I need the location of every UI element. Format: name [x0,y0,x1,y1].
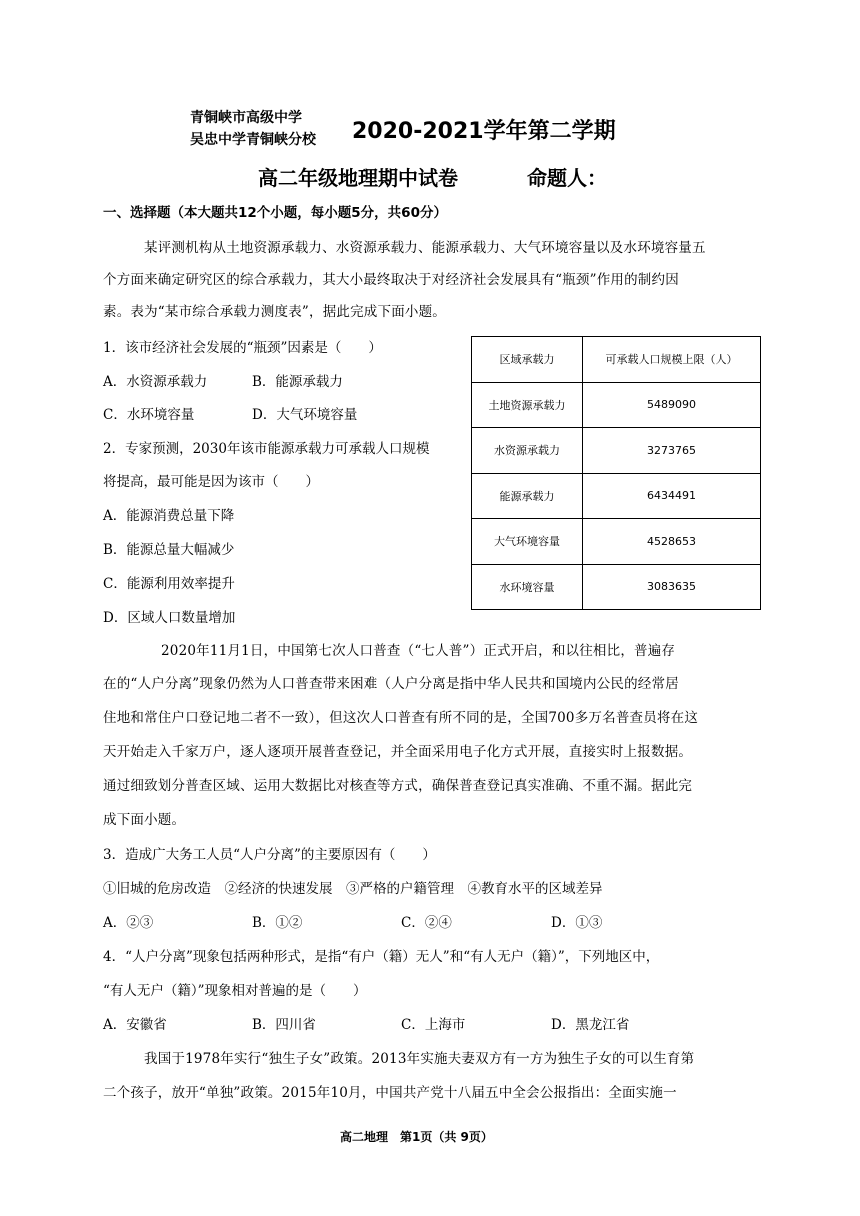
page-footer: 高二地理 第1页（共 9页） [340,1130,493,1144]
q2-option-b: B．能源总量大幅减少 [103,542,235,558]
q2-option-c: C．能源利用效率提升 [103,576,235,592]
q1-option-c: C．水环境容量 [103,407,195,423]
school-name-line1: 青铜峡市高级中学 [190,110,302,126]
q1-option-a: A．水资源承载力 [103,374,208,390]
material1-line: 素。表为“某市综合承载力测度表”，据此完成下面小题。 [103,304,447,320]
material3-line: 我国于1978年实行“独生子女”政策。2013年实施夫妻双方有一方为独生子女的可以生育第 [144,1051,695,1067]
table-cell: 3083635 [583,564,761,610]
q4-stem-line1: 4．“人户分离”现象包括两种形式，是指“有户（籍）无人”和“有人无户（籍）”，下列地区中， [103,949,660,965]
material2-line: 2020年11月1日，中国第七次人口普查（“七人普”）正式开启，和以往相比，普遍存 [161,643,676,659]
table-row [472,473,761,519]
q2-option-a: A．能源消费总量下降 [103,508,235,524]
material1-line: 个方面来确定研究区的综合承载力，其大小最终取决于对经济社会发展具有“瓶颈”作用的制约因 [103,272,679,288]
table-row [472,519,761,565]
school-name-line2: 吴忠中学青铜峡分校 [190,132,316,148]
q4-stem-line2: “有人无户（籍）”现象相对普遍的是（ ） [103,983,367,999]
material3-line: 二个孩子，放开“单独”政策。2015年10月，中国共产党十八届五中全会公报指出：全面实施一 [103,1085,677,1101]
q3-option-b: B．①② [252,915,303,931]
table-cell: 土地资源承载力 [472,382,583,428]
material2-line: 天开始走入千家万户，逐人逐项开展普查登记，并全面采用电子化方式开展，直接实时上报数据。 [103,744,693,760]
table-cell: 能源承载力 [472,473,583,519]
material2-line: 通过细致划分普查区域、运用大数据比对核查等方式，确保普查登记真实准确、不重不漏。据此完 [103,778,693,794]
q2-stem-line2: 将提高，最可能是因为该市（ ） [103,474,319,490]
table-cell: 6434491 [583,473,761,519]
section-title: 一、选择题（本大题共12个小题，每小题5分，共60分） [103,205,447,221]
table-header-cell: 可承载人口规模上限（人） [583,337,761,383]
q3-option-d: D．①③ [551,915,603,931]
q2-stem-line1: 2．专家预测，2030年该市能源承载力可承载人口规模 [103,441,430,457]
table-header-row [472,337,761,383]
q2-option-d: D．区域人口数量增加 [103,610,236,626]
q4-option-c: C．上海市 [401,1017,466,1033]
table-header-cell: 区域承载力 [472,337,583,383]
material2-line: 成下面小题。 [103,812,186,828]
q3-option-a: A．②③ [103,915,154,931]
q3-option-c: C．②④ [401,915,452,931]
table-row [472,382,761,428]
table-cell: 水资源承载力 [472,428,583,474]
table-cell: 3273765 [583,428,761,474]
q1-option-d: D．大气环境容量 [252,407,358,423]
q3-stem: 3．造成广大务工人员“人户分离”的主要原因有（ ） [103,847,436,863]
q4-option-b: B．四川省 [252,1017,316,1033]
term-title: 2020-2021学年第二学期 [352,119,616,144]
q1-stem: 1．该市经济社会发展的“瓶颈”因素是（ ） [103,340,382,356]
table-row [472,564,761,610]
table-cell: 大气环境容量 [472,519,583,565]
table-cell: 水环境容量 [472,564,583,610]
exam-title: 高二年级地理期中试卷 [258,166,458,190]
q4-option-d: D．黑龙江省 [551,1017,630,1033]
material2-line: 在的“人户分离”现象仍然为人口普查带来困难（人户分离是指中华人民共和国境内公民的经常居 [103,676,679,692]
table-cell: 5489090 [583,382,761,428]
author-label: 命题人： [527,166,607,190]
q1-option-b: B．能源承载力 [252,374,343,390]
material1-line: 某评测机构从土地资源承载力、水资源承载力、能源承载力、大气环境容量以及水环境容量五 [144,240,706,256]
capacity-table [471,336,761,610]
table-row [472,428,761,474]
table-cell: 4528653 [583,519,761,565]
q3-items: ①旧城的危房改造 ②经济的快速发展 ③严格的户籍管理 ④教育水平的区域差异 [103,881,603,897]
q4-option-a: A．安徽省 [103,1017,167,1033]
material2-line: 住地和常住户口登记地二者不一致），但这次人口普查有所不同的是，全国700多万名普查员将在这 [103,710,699,726]
